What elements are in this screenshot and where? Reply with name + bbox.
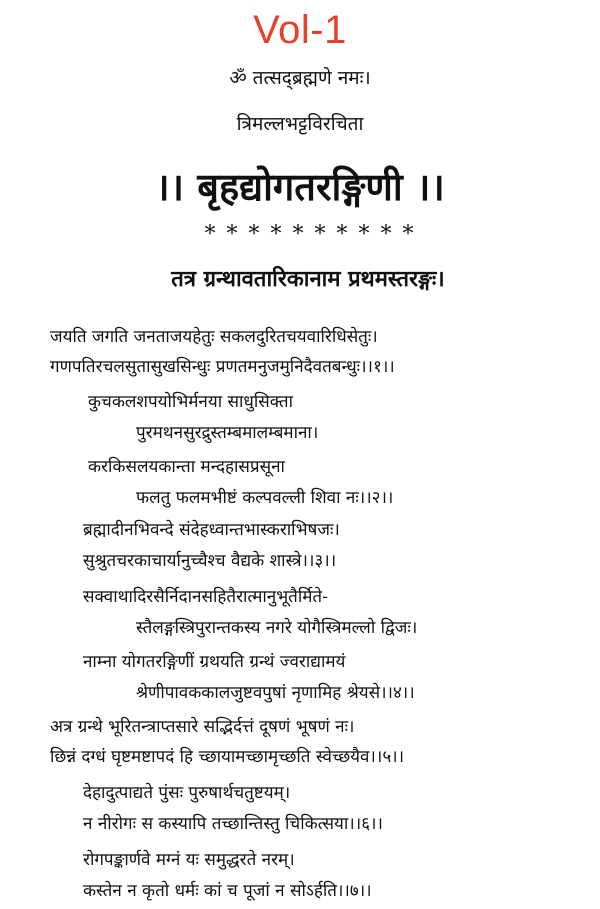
chapter-heading: तत्र ग्रन्थावतारिकानाम प्रथमस्तरङ्गः। bbox=[171, 266, 445, 292]
verse-line: छिन्नं दग्धं घृष्टमष्टापदं हि च्छायामच्छामृच्छति स्वेच्छयैव।।५।। bbox=[50, 747, 405, 767]
verse-line: सुश्रुतचरकाचार्यानुच्चैश्च वैद्यके शास्त्रे।।३।। bbox=[83, 551, 337, 571]
verse-line: जयति जगति जनताजयहेतुः सकलदुरितचयवारिधिसेतुः। bbox=[50, 327, 378, 347]
star-separator: * * * * * * * * * * bbox=[204, 222, 416, 247]
author-line: त्रिमल्लभट्टविरचिता bbox=[236, 113, 364, 135]
verse-line: ब्रह्मादीनभिवन्दे संदेहध्वान्तभास्कराभिषजः। bbox=[83, 520, 340, 540]
volume-label: Vol-1 bbox=[253, 8, 347, 52]
verse-line: फलतु फलमभीष्टं कल्पवल्ली शिवा नः।।२।। bbox=[136, 488, 394, 508]
verse-line: अत्र ग्रन्थे भूरितन्त्राप्तसारे सद्भिर्दत्तं दूषणं भूषणं नः। bbox=[50, 717, 355, 737]
verse-line: न नीरोगः स कस्यापि तच्छान्तिस्तु चिकित्सया।।६।। bbox=[83, 814, 383, 834]
verse-line: पुरमथनसुरद्रुस्तम्बमालम्बमाना। bbox=[136, 423, 319, 443]
verse-line: कस्तेन न कृतो धर्मः कां च पूजां न सोऽर्हति।।७।। bbox=[83, 881, 372, 901]
verse-line: स्तैलङ्गस्त्रिपुरान्तकस्य नगरे योगैस्त्रिमल्लो द्विजः। bbox=[136, 618, 418, 638]
verse-line: सक्वाथादिरसैर्निदानसहितैरात्मानुभूतैर्मिते- bbox=[83, 587, 328, 607]
verse-line: श्रेणीपावककालजुष्टवपुषां नृणामिह श्रेयसे।।४।। bbox=[136, 683, 415, 703]
verse-line: रोगपङ्कार्णवे मग्नं यः समुद्धरते नरम्। bbox=[83, 850, 295, 870]
verse-line: देहादुत्पाद्यते पुंसः पुरुषार्थचतुष्टयम्। bbox=[83, 783, 291, 803]
book-title: ।। बृहद्योगतरङ्गिणी ।। bbox=[155, 164, 445, 209]
verse-line: करकिसलयकान्ता मन्दहासप्रसूना bbox=[88, 457, 285, 477]
verse-line: गणपतिरचलसुतासुखसिन्धुः प्रणतमनुजमुनिदैवतबन्धुः।।१।। bbox=[50, 357, 395, 377]
verse-line: नाम्ना योगतरङ्गिणीं ग्रथयति ग्रन्थं ज्वराद्यामयं bbox=[83, 652, 346, 672]
verse-line: कुचकलशपयोभिर्मनया साधुसिक्ता bbox=[88, 392, 293, 412]
invocation-line: ॐ तत्सद्ब्रह्मणे नमः। bbox=[229, 67, 371, 89]
